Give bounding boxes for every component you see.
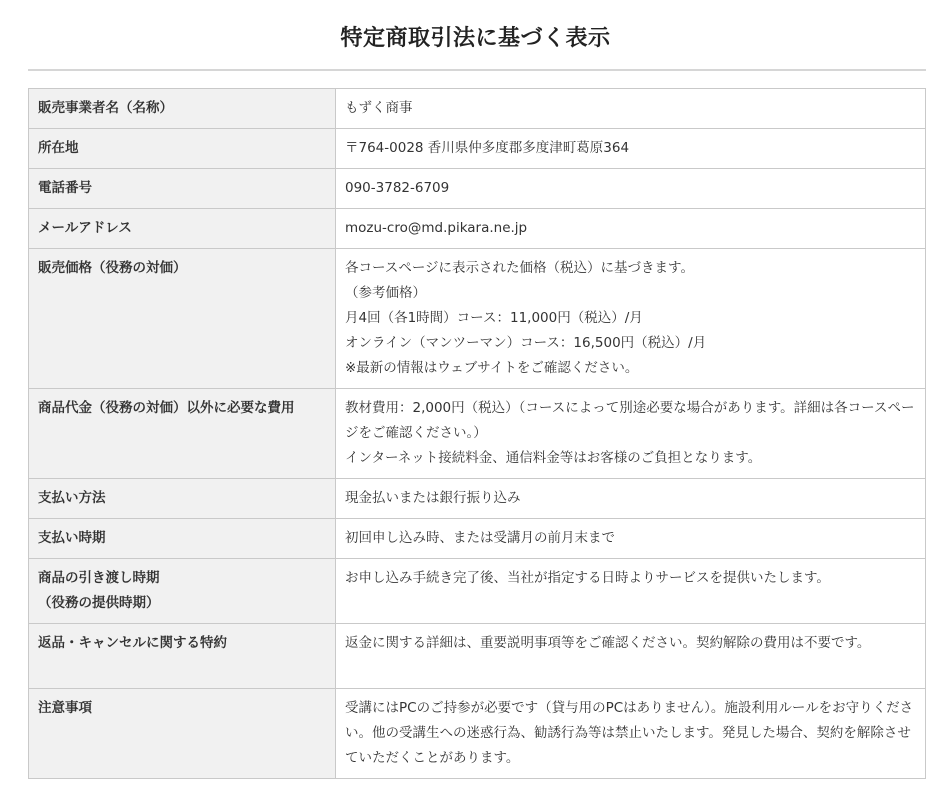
row-label-text: 販売価格（役務の対価）: [38, 260, 187, 276]
page-title: 特定商取引法に基づく表示: [340, 26, 611, 51]
table-row: [29, 129, 926, 169]
table-row: [29, 389, 926, 479]
row-value-text: 返金に関する詳細は、重要説明事項等をご確認ください。契約解除の費用は不要です。: [345, 635, 871, 651]
row-label-text: 商品代金（役務の対価）以外に必要な費用: [38, 400, 295, 416]
row-value-text: 〒764-0028 香川県仲多度郡多度津町葛原364: [345, 140, 630, 156]
table-row: [29, 169, 926, 209]
row-value-text: もずく商事: [345, 100, 413, 116]
row-label-text: 支払い時期: [38, 530, 106, 546]
row-label: [29, 689, 336, 779]
legal-info-table: [28, 88, 926, 779]
row-label-text: 商品の引き渡し時期: [38, 570, 160, 586]
row-value: [336, 479, 926, 519]
row-label: [29, 169, 336, 209]
row-value-text: 教材費用：2,000円（税込）（コースによって別途必要な場合があります。詳細は各コースページをご確認ください。）: [345, 400, 915, 441]
row-value-text: お申し込み手続き完了後、当社が指定する日時よりサービスを提供いたします。: [345, 570, 830, 586]
row-label-text: 販売事業者名（名称）: [38, 100, 173, 116]
row-value: [336, 249, 926, 389]
row-label-text: 支払い方法: [38, 490, 106, 506]
row-value: [336, 559, 926, 624]
row-label: [29, 624, 336, 689]
row-value: [336, 129, 926, 169]
row-value: [336, 389, 926, 479]
row-label-text: 返品・キャンセルに関する特約: [38, 635, 227, 651]
table-row: [29, 479, 926, 519]
row-label-text: メールアドレス: [38, 220, 132, 236]
row-label: [29, 129, 336, 169]
row-label-text: 注意事項: [38, 700, 92, 716]
table-row: [29, 519, 926, 559]
row-label-text: 所在地: [38, 140, 79, 156]
row-value: [336, 89, 926, 129]
row-label: [29, 479, 336, 519]
table-row: [29, 89, 926, 129]
row-value: [336, 209, 926, 249]
title-divider: [28, 69, 926, 71]
row-value: [336, 519, 926, 559]
row-value-text: 初回申し込み時、または受講月の前月末まで: [345, 530, 615, 546]
row-value: [336, 689, 926, 779]
table-row: [29, 209, 926, 249]
row-label: [29, 389, 336, 479]
row-label: [29, 519, 336, 559]
row-label-text: （役務の提供時期）: [38, 595, 160, 611]
row-value-text: 月4回（各1時間）コース：11,000円（税込）/月: [345, 310, 643, 326]
row-value-text: 090-3782-6709: [345, 180, 450, 196]
row-value-text: ※最新の情報はウェブサイトをご確認ください。: [345, 360, 639, 376]
row-value: [336, 624, 926, 689]
row-label: [29, 559, 336, 624]
row-value-text: 各コースページに表示された価格（税込）に基づきます。: [345, 260, 694, 276]
table-row: [29, 559, 926, 624]
row-value-text: （参考価格）: [345, 285, 426, 301]
table-row: [29, 249, 926, 389]
row-value-text: オンライン（マンツーマン）コース：16,500円（税込）/月: [345, 335, 707, 351]
row-value-text: 受講にはPCのご持参が必要です（貸与用のPCはありません）。施設利用ルールをお守りください。他の受講生への迷惑行為、勧誘行為等は禁止いたします。発見した場合、契約を解除させていただくことがあります。: [345, 700, 914, 766]
row-value-text: インターネット接続料金、通信料金等はお客様のご負担となります。: [345, 450, 762, 466]
table-row: [29, 689, 926, 779]
table-row: [29, 624, 926, 689]
row-label: [29, 89, 336, 129]
row-label: [29, 249, 336, 389]
row-value-text: mozu-cro@md.pikara.ne.jp: [345, 220, 528, 236]
row-label: [29, 209, 336, 249]
row-label-text: 電話番号: [38, 180, 92, 196]
row-value: [336, 169, 926, 209]
row-value-text: 現金払いまたは銀行振り込み: [345, 490, 521, 506]
